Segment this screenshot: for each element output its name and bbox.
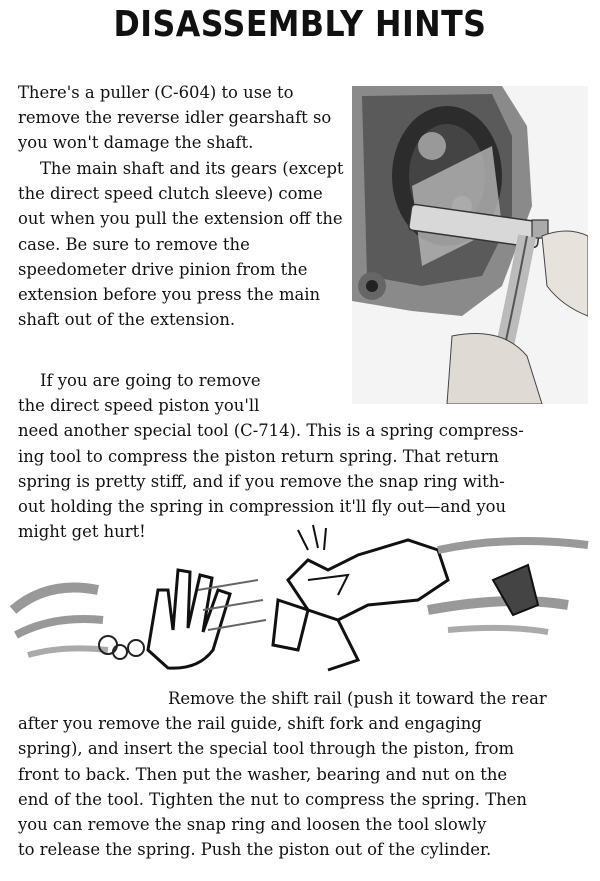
text-line: to release the spring. Push the piston out of the cylinder. [18,840,492,860]
paragraph-piston [18,368,588,544]
text-line: need another special tool (C-714). This is a spring compress- [18,421,524,441]
text-line: the direct speed piston you'll [18,396,260,416]
text-line: might get hurt! [18,522,146,542]
text-line: spring is pretty stiff, and if you remove the snap ring with- [18,471,505,491]
paragraph-puller: There's a puller (C-604) to use to remove the reverse idler gearshaft so you won't damage the shaft. [18,83,332,153]
cartoon-illustration [8,520,592,680]
text-line: you can remove the snap ring and loosen the tool slowly [18,815,487,835]
text-line: out holding the spring in compression it'll fly out—and you [18,497,507,517]
text-line: front to back. Then put the washer, bearing and nut on the [18,764,508,784]
text-line: ing tool to compress the piston return spring. That return [18,446,499,466]
tool-photo [352,86,588,404]
text-line: spring), and insert the special tool through the piston, from [18,739,515,759]
text-line: after you remove the rail guide, shift fork and engaging [18,714,482,734]
paragraph-shift-rail [18,686,588,862]
page-title: DISASSEMBLY HINTS [113,4,487,45]
text-line: If you are going to remove [40,371,261,390]
text-line: end of the tool. Tighten the nut to compress the spring. Then [18,789,527,809]
paragraph-main-shaft: The main shaft and its gears (except the direct speed clutch sleeve) come out when you pull the extension off the case. Be sure to remove the speedometer drive pinion from the extension before you press the main shaft out of the extension. [18,159,344,330]
text-line: Remove the shift rail (push it toward the rear [168,689,547,708]
